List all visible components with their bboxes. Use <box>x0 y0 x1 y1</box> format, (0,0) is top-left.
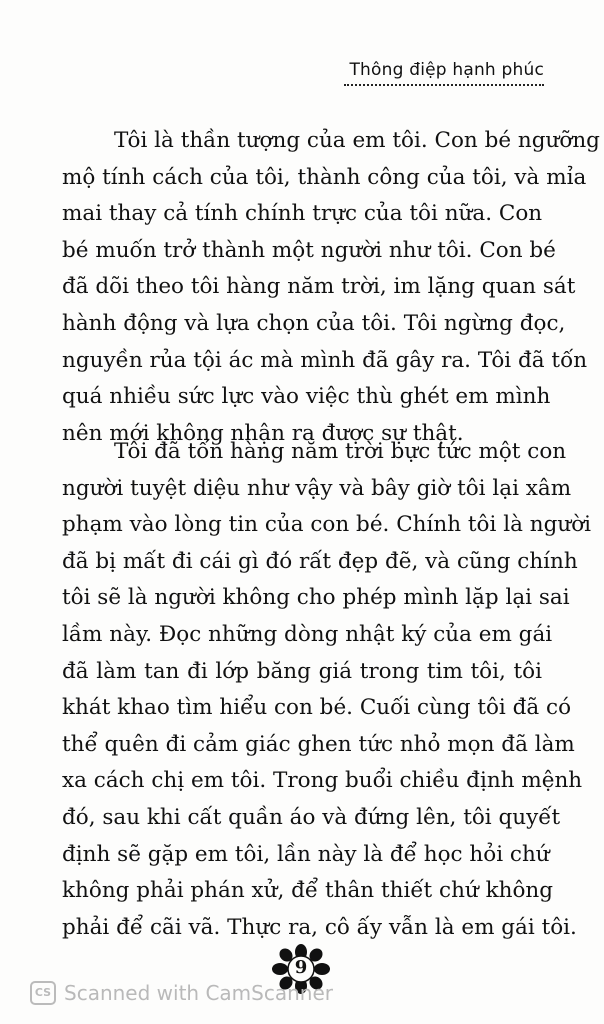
text-line: đã bị mất đi cái gì đó rất đẹp đẽ, và cũng chính <box>62 548 578 574</box>
camscanner-logo-icon: CS <box>30 981 56 1005</box>
text-line: phạm vào lòng tin của con bé. Chính tôi là người <box>62 512 592 538</box>
text-line: hành động và lựa chọn của tôi. Tôi ngừng đọc, <box>62 310 566 336</box>
text-line: phải để cãi vã. Thực ra, cô ấy vẫn là em gái tôi. <box>62 914 577 940</box>
text-line: khát khao tìm hiểu con bé. Cuối cùng tôi đã có <box>62 695 572 721</box>
text-line: người tuyệt diệu như vậy và bây giờ tôi lại xâm <box>62 475 572 501</box>
text-line: đã dõi theo tôi hàng năm trời, im lặng quan sát <box>62 274 576 300</box>
text-line: đó, sau khi cất quần áo và đứng lên, tôi quyết <box>62 804 561 830</box>
text-line: xa cách chị em tôi. Trong buổi chiều định mệnh <box>62 768 583 794</box>
page-number: 9 <box>294 957 308 978</box>
scanner-watermark <box>30 978 333 1008</box>
running-header: Thông điệp hạnh phúc <box>344 60 544 86</box>
text-line: Tôi đã tốn hàng năm trời bực tức một con <box>114 439 567 464</box>
text-line: mai thay cả tính chính trực của tôi nữa. Con <box>62 201 543 227</box>
text-line: mộ tính cách của tôi, thành công của tôi, và mỉa <box>62 164 587 190</box>
text-line: Tôi là thần tượng của em tôi. Con bé ngưỡng <box>114 128 600 153</box>
text-line: thể quên đi cảm giác ghen tức nhỏ mọn đã làm <box>62 731 575 757</box>
text-line: không phải phán xử, để thân thiết chứ không <box>62 878 554 904</box>
text-line: bé muốn trở thành một người như tôi. Con bé <box>62 237 556 263</box>
text-line: lầm này. Đọc những dòng nhật ký của em gái <box>62 621 553 647</box>
text-line: nguyền rủa tội ác mà mình đã gây ra. Tôi đã tốn <box>62 347 588 373</box>
text-line: nên mới không nhận ra được sự thật. <box>62 420 464 446</box>
text-line: định sẽ gặp em tôi, lần này là để học hỏi chứ <box>62 841 550 867</box>
text-line: đã làm tan đi lớp băng giá trong tim tôi, tôi <box>62 658 542 684</box>
watermark-text: Scanned with CamScanner <box>64 981 333 1005</box>
paragraph-2 <box>62 434 592 946</box>
text-line: tôi sẽ là người không cho phép mình lặp lại sai <box>62 585 570 611</box>
text-line: quá nhiều sức lực vào việc thù ghét em mình <box>62 384 551 410</box>
